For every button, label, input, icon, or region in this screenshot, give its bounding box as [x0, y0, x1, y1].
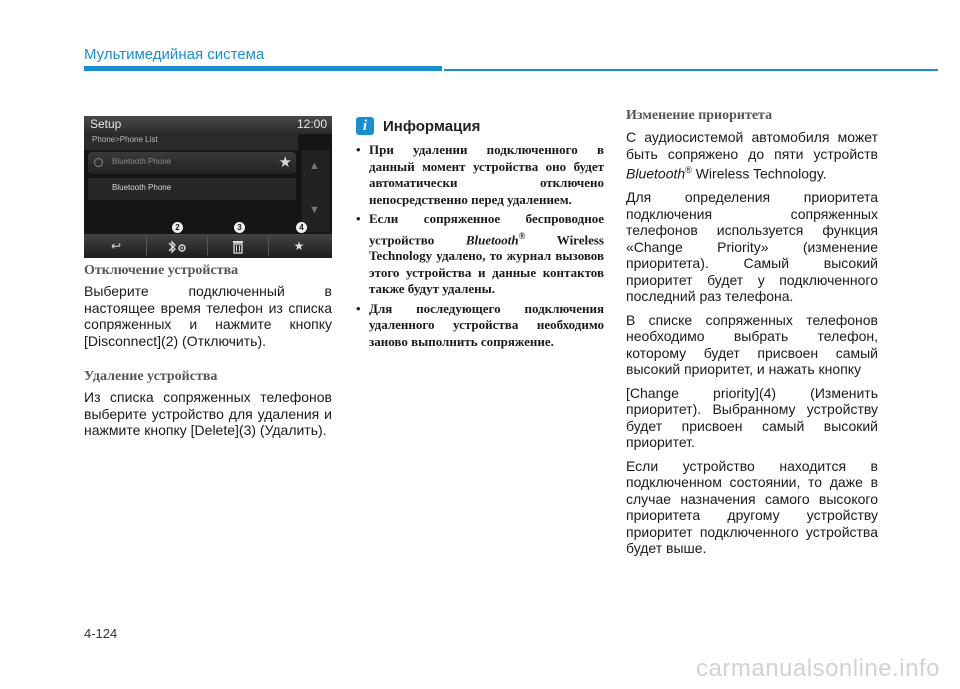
back-icon: ↩ — [110, 239, 122, 253]
trash-icon — [232, 239, 244, 253]
disconnect-text: Выберите подключенный в настоящее время телефон из списка сопряженных и нажмите кнопку [Disconnect](2) (Отключить). — [84, 283, 332, 349]
info-icon: i — [356, 117, 374, 135]
phone-list-item[interactable] — [88, 178, 296, 200]
paragraph: [Change priority](4) (Изменить приоритет). Выбранному устройству будет присвоен самый высокий приоритет. — [626, 384, 878, 451]
scrollbar[interactable] — [302, 150, 330, 232]
star-icon: ★ — [293, 239, 305, 253]
info-bullet — [356, 301, 604, 351]
delete-button[interactable] — [208, 236, 269, 256]
info-bullet-text: Для последующего подключения удаленного устройства необходимо заново выполнить сопряжение. — [369, 300, 604, 349]
screen-title: Setup — [90, 117, 122, 131]
screen-clock: 12:00 — [296, 117, 327, 131]
screen-title-bar — [84, 116, 332, 134]
screen-breadcrumb — [84, 134, 298, 150]
setup-screen-image — [84, 116, 332, 258]
info-list — [356, 142, 604, 353]
priority-heading: Изменение приоритета — [626, 108, 773, 123]
paragraph — [626, 129, 878, 182]
star-icon[interactable]: ★ — [278, 154, 292, 171]
callout-marker: 2 — [172, 222, 183, 233]
phone-name: Bluetooth Phone — [112, 183, 172, 192]
registered-mark: ® — [518, 230, 526, 241]
info-bullet — [356, 211, 604, 298]
breadcrumb-text: Phone>Phone List — [92, 135, 158, 144]
disconnect-heading: Отключение устройства — [84, 263, 239, 278]
brand-text: Bluetooth — [465, 231, 519, 247]
change-priority-button[interactable] — [269, 236, 329, 256]
scroll-up-icon[interactable]: ▲ — [309, 160, 320, 172]
phone-list-item[interactable] — [88, 152, 296, 174]
delete-text: Из списка сопряженных телефонов выберите устройство для удаления и нажмите кнопку [Delete](3) (Удалить). — [84, 389, 332, 438]
paragraph: В списке сопряженных телефонов необходимо выбрать телефон, которому будет присвоен самый высокий приоритет, и нажать кнопку — [626, 311, 878, 378]
page-number: 4-124 — [84, 626, 118, 641]
brand-text: Bluetooth — [626, 165, 686, 182]
info-bullet-text: Если сопряженное беспроводное устройство — [369, 211, 604, 247]
callout-marker: 4 — [296, 222, 307, 233]
callout-marker: 3 — [234, 222, 245, 233]
info-bullet — [356, 142, 604, 208]
paragraph-text: С аудиосистемой автомобиля может быть сопряжено до пяти устройств — [626, 129, 878, 162]
priority-body — [626, 129, 878, 564]
registered-mark: ® — [685, 165, 692, 175]
delete-heading: Удаление устройства — [84, 369, 218, 384]
bluetooth-settings-icon — [166, 239, 188, 253]
paragraph: Для определения приоритета подключения сопряженных телефонов используется функция «Change Priority» (изменение приоритета). Самый высокий приоритет будет у подключенного последний раз телефона. — [626, 189, 878, 305]
info-bullet-text: При удалении подключенного в данный момент устройства оно будет автоматически отключено непосредственно перед удалением. — [369, 142, 604, 207]
radio-icon — [94, 158, 103, 167]
info-bullet-text: Wireless Technology удалено, то журнал вызовов этого устройства и данные контактов также будут удалены. — [369, 231, 604, 297]
paragraph-text: Wireless Technology. — [691, 165, 827, 182]
header-rule-thin — [444, 69, 938, 71]
watermark: carmanualsonline.info — [696, 655, 940, 682]
paragraph: Если устройство находится в подключенном состоянии, то даже в случае назначения самого высокого приоритета другому устройству приоритет подключенного устройства будет выше. — [626, 457, 878, 557]
back-button[interactable] — [86, 236, 147, 256]
header-rule-thick — [84, 66, 442, 71]
disconnect-button[interactable] — [147, 236, 208, 256]
scroll-down-icon[interactable]: ▼ — [309, 204, 320, 216]
info-title: Информация — [383, 118, 481, 135]
screen-button-bar — [84, 234, 332, 258]
section-title: Мультимедийная система — [84, 46, 265, 63]
phone-name: Bluetooth Phone — [112, 157, 172, 166]
